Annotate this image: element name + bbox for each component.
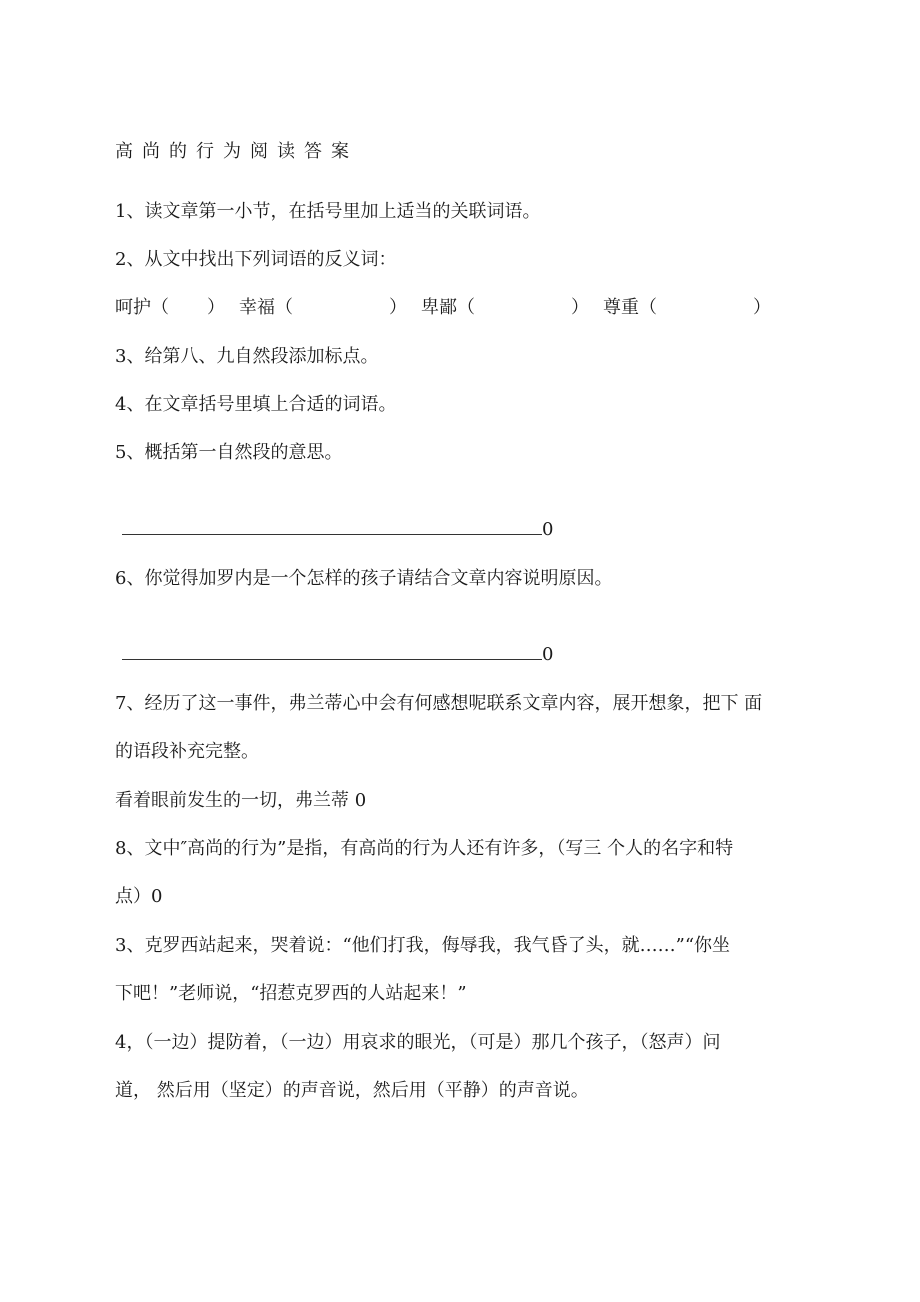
question-8-line-1: 8、文中″高尚的行为”是指，有高尚的行为人还有许多，（写三 个人的名字和特 — [115, 838, 734, 859]
answer-end-6: 0 — [542, 644, 554, 665]
answer-4-line-1: 4，（一边）提防着，（一边）用哀求的眼光，（可是）那几个孩子，（怒声）问 — [115, 1032, 721, 1053]
question-5: 5、概括第一自然段的意思。 — [115, 442, 343, 463]
answer-blank — [122, 518, 542, 535]
document-title: 高尚的行为阅读答案 — [115, 141, 358, 162]
antonym-row — [115, 296, 771, 320]
antonym-close-2: ） — [389, 297, 407, 318]
antonym-close-1: ） — [207, 297, 225, 318]
question-7-line-1: 7、经历了这一事件，弗兰蒂心中会有何感想呢联系文章内容，展开想象，把下 面 — [115, 693, 763, 714]
answer-4-line-2: 道， 然后用（坚定）的声音说，然后用（平静）的声音说。 — [115, 1080, 589, 1101]
antonym-close-3: ） — [571, 297, 589, 318]
antonym-word-3: 卑鄙（ — [421, 297, 475, 318]
antonym-word-2: 幸福（ — [239, 297, 293, 318]
question-7-prompt: 看着眼前发生的一切，弗兰蒂 0 — [115, 790, 367, 811]
question-6: 6、你觉得加罗内是一个怎样的孩子请结合文章内容说明原因。 — [115, 568, 613, 589]
question-4: 4、在文章括号里填上合适的词语。 — [115, 394, 397, 415]
answer-blank — [122, 643, 542, 660]
question-1: 1、读文章第一小节，在括号里加上适当的关联词语。 — [115, 201, 541, 222]
antonym-word-1: 呵护（ — [115, 297, 169, 318]
answer-3-line-1: 3、克罗西站起来，哭着说：“他们打我，侮辱我，我气昏了头，就……”“你坐 — [115, 935, 731, 956]
question-2: 2、从文中找出下列词语的反义词： — [115, 249, 397, 270]
antonym-close-4: ） — [753, 297, 771, 318]
question-7-line-2: 的语段补充完整。 — [115, 741, 259, 762]
antonym-word-4: 尊重（ — [603, 297, 657, 318]
answer-end-5: 0 — [542, 519, 554, 540]
answer-line-5 — [122, 518, 553, 542]
answer-line-6 — [122, 643, 553, 667]
question-3: 3、给第八、九自然段添加标点。 — [115, 346, 379, 367]
question-8-line-2: 点）0 — [115, 886, 163, 907]
answer-3-line-2: 下吧！”老师说，“招惹克罗西的人站起来！” — [115, 983, 467, 1004]
